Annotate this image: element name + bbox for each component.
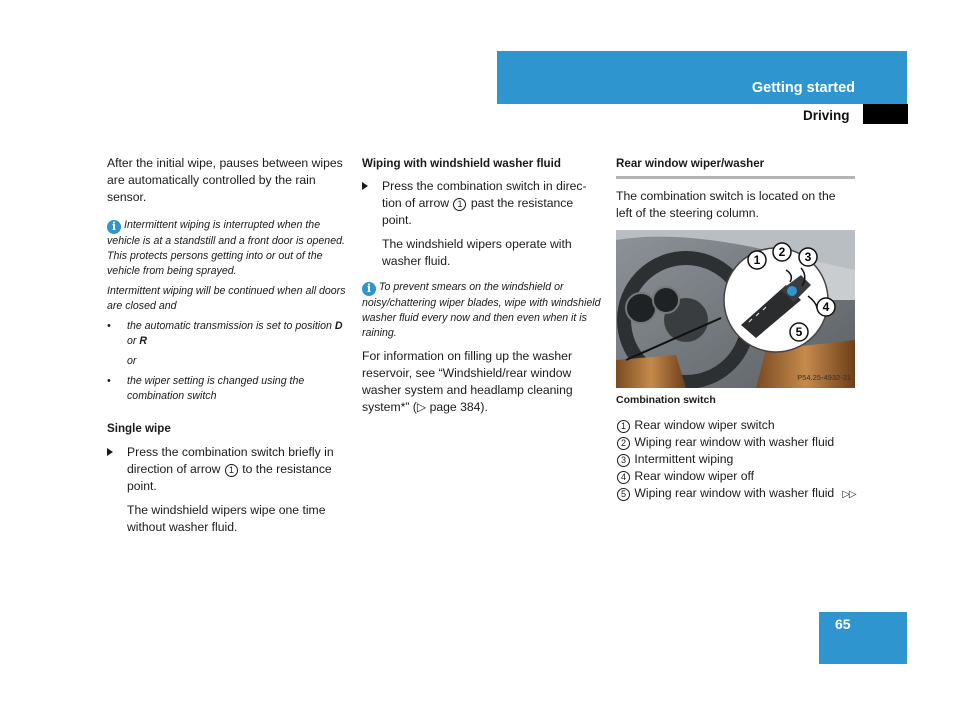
- callout-5: 5: [795, 325, 803, 339]
- step-result: The windshield wipers operate with washer fluid.: [382, 237, 572, 268]
- photo-caption: Combination switch: [616, 394, 716, 406]
- dashboard-illustration: [616, 230, 855, 388]
- info-icon: i: [107, 220, 121, 234]
- intro-paragraph: After the initial wipe, pauses between wipes are automatically controlled by the rain sensor.: [107, 156, 343, 204]
- callout-number: 1: [225, 464, 238, 477]
- single-wipe-heading: Single wipe: [107, 422, 171, 435]
- callout-3: 3: [804, 250, 812, 264]
- list-item: • the wiper setting is changed using the combination switch: [107, 375, 305, 402]
- callout-number: 3: [617, 454, 630, 467]
- callout-1: 1: [753, 253, 761, 267]
- callout-number: 5: [617, 488, 630, 501]
- legend-item-1: 1 Rear window wiper switch: [616, 417, 876, 434]
- callout-number: 2: [617, 437, 630, 450]
- callout-4: 4: [822, 300, 830, 314]
- reservoir-info: For information on filling up the washer reservoir, see “Windshield/rear window washer system and headlamp cleaning system*” (▷ page 384).: [362, 349, 573, 414]
- legend-item-3: 3 Intermittent wiping: [616, 451, 876, 468]
- legend-item-4: 4 Rear window wiper off: [616, 468, 876, 485]
- legend-item-2: 2 Wiping rear window with washer fluid: [616, 434, 876, 451]
- legend-item-5: 5 Wiping rear window with washer fluid ▷▷: [616, 485, 876, 503]
- rear-wiper-heading: Rear window wiper/washer: [616, 155, 855, 179]
- column-middle: [362, 155, 602, 416]
- bullet-dot-icon: •: [107, 320, 111, 332]
- info-note-text: To prevent smears on the windshield or noisy/chattering wiper blades, wipe with windshield washer fluid every now and then even when it is raining.: [362, 281, 601, 339]
- callout-number: 4: [617, 471, 630, 484]
- callout-legend: [616, 417, 876, 503]
- continue-arrow-icon: ▷▷: [842, 489, 856, 500]
- callout-2: 2: [778, 245, 786, 259]
- or-text: or: [127, 355, 137, 367]
- step-instruction: Press the combination switch briefly in direction of arrow 1 to the resistance point.: [107, 444, 347, 495]
- washer-heading: Wiping with windshield washer fluid: [362, 157, 561, 170]
- info-note: [362, 280, 602, 341]
- section-subtitle: Driving: [803, 108, 850, 123]
- info-note-text: Intermittent wiping is interrupted when the vehicle is at a standstill and a front door is opened. This protects persons getting into or out of the vehicle from being sprayed.: [107, 219, 345, 277]
- note-continuation: Intermittent wiping will be continued when all doors are closed and: [107, 285, 346, 312]
- column-left: [107, 155, 347, 536]
- section-title: Getting started: [751, 80, 855, 96]
- bullet-dot-icon: •: [107, 375, 111, 387]
- image-code: P54.25-4932-31: [797, 373, 851, 382]
- header-black-block: [863, 104, 908, 124]
- page-number: 65: [835, 616, 851, 632]
- combination-switch-photo: [616, 230, 855, 388]
- callout-number: 1: [617, 420, 630, 433]
- bullet-arrow-icon: [107, 448, 113, 456]
- location-text: The combination switch is located on the left of the steering column.: [616, 189, 836, 220]
- callout-number: 1: [453, 198, 466, 211]
- page-number-box: [819, 612, 907, 664]
- list-item: • the automatic transmission is set to position D or R: [107, 320, 343, 347]
- header-bar: [497, 51, 907, 104]
- info-note: [107, 218, 347, 279]
- step-instruction: Press the combination switch in direc-tion of arrow 1 past the resistance point.: [362, 178, 602, 229]
- step-result: The windshield wipers wipe one time without washer fluid.: [127, 503, 326, 534]
- bullet-arrow-icon: [362, 182, 368, 190]
- info-icon: i: [362, 282, 376, 296]
- column-right: [616, 155, 876, 503]
